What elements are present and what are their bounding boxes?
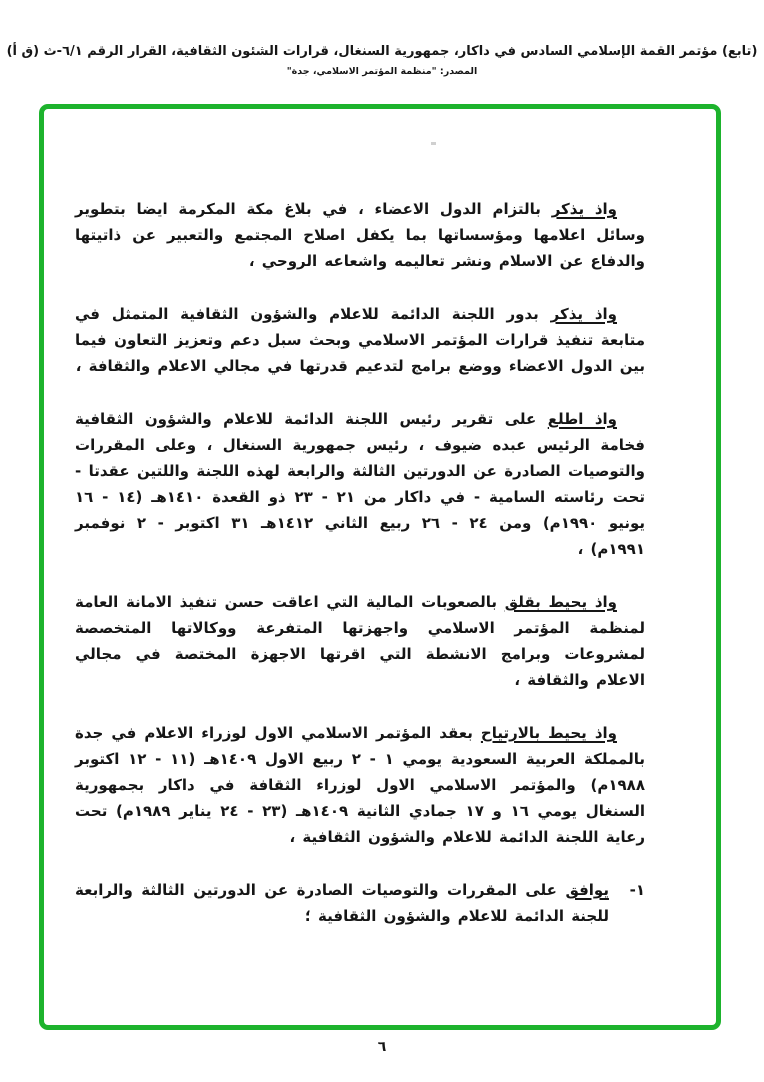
preamble-clause (75, 301, 645, 379)
clause-text: بعقد المؤتمر الاسلامي الاول لوزراء الاعلام في جدة بالمملكة العربية السعودية يومي ١ - ٢ ربيع الاول ١٤٠٩هـ (١١ - ١٢ اكتوبر ١٩٨٨م) والمؤتمر الاسلامي الاول لوزراء الثقافة في داكار بجمهورية السنغال يومي ١٦ و ١٧ جمادي الثانية ١٤٠٩هـ (٢٣ - ٢٤ يناير ١٩٨٩م) تحت رعاية اللجنة الدائمة للاعلام والشؤون الثقافية ، (75, 724, 646, 846)
clause-lead: واذ يذكر (550, 305, 617, 323)
clause-text: بدور اللجنة الدائمة للاعلام والشؤون الثقافية المتمثل في متابعة تنفيذ قرارات المؤتمر الاسلامي وبحث سبل دعم وتعزيز التعاون فيما بين الدول الاعضاء ووضع برامج لتدعيم قدرتها في مجالي الاعلام والثقافة ، (75, 305, 645, 375)
header-title: (تابع) مؤتمر القمة الإسلامي السادس في داكار، جمهورية السنغال، قرارات الشئون الثقافية، القرار الرقم ٦/١-ث (ق أ) (6, 44, 758, 59)
clause-lead: واذ يذكر (551, 200, 617, 218)
clause-text: بالتزام الدول الاعضاء ، في بلاغ مكة المكرمة ايضا بتطوير وسائل اعلامها ومؤسساتها بما يكفل اصلاح المجتمع والتعبير عن ذاتيتها والدفاع عن الاسلام ونشر تعاليمه واشعاعه الروحي ، (75, 200, 645, 270)
clause-text: بالصعوبات المالية التي اعاقت حسن تنفيذ الامانة العامة لمنظمة المؤتمر الاسلامي واجهزتها المتفرعة ووكالاتها المتخصصة لمشروعات وبرامج الانشطة التي اقرتها الاجهزة المختصة في مجالي الاعلام والثقافة ، (75, 593, 645, 689)
item-body (75, 877, 609, 929)
scan-speck (431, 142, 436, 145)
item-lead: يوافق (565, 881, 609, 899)
item-number: ١- (629, 881, 645, 899)
resolution-item (75, 877, 645, 929)
preamble-clause (75, 720, 645, 850)
preamble-clause (75, 406, 645, 562)
preamble-clause (75, 196, 645, 274)
document-header (0, 44, 764, 77)
item-text: على المقررات والتوصيات الصادرة عن الدورتين الثالثة والرابعة للجنة الدائمة للاعلام والشؤون الثقافية ؛ (75, 881, 609, 925)
document-body (75, 196, 645, 929)
clause-lead: واذ اطلع (547, 410, 617, 428)
clause-text: على تقرير رئيس اللجنة الدائمة للاعلام والشؤون الثقافية فخامة الرئيس عبده ضيوف ، رئيس جمهورية السنغال ، وعلى المقررات والتوصيات الصادرة عن الدورتين الثالثة والرابعة لهذه اللجنة واللتين عقدتا - تحت رئاسته السامية - في داكار من ٢١ - ٢٣ ذو القعدة ١٤١٠هـ (١٤ - ١٦ يونيو ١٩٩٠م) ومن ٢٤ - ٢٦ ربيع الثاني ١٤١٢هـ ٣١ اكتوبر - ٢ نوفمبر ١٩٩١م) ، (75, 410, 646, 558)
page-number: ٦ (377, 1039, 387, 1055)
clause-lead: واذ يحيط بالارتياح (480, 724, 617, 742)
preamble-clause (75, 589, 645, 693)
header-source: المصدر: "منظمة المؤتمر الاسلامي، جدة" (286, 66, 478, 77)
clause-lead: واذ يحيط بقلق (504, 593, 617, 611)
